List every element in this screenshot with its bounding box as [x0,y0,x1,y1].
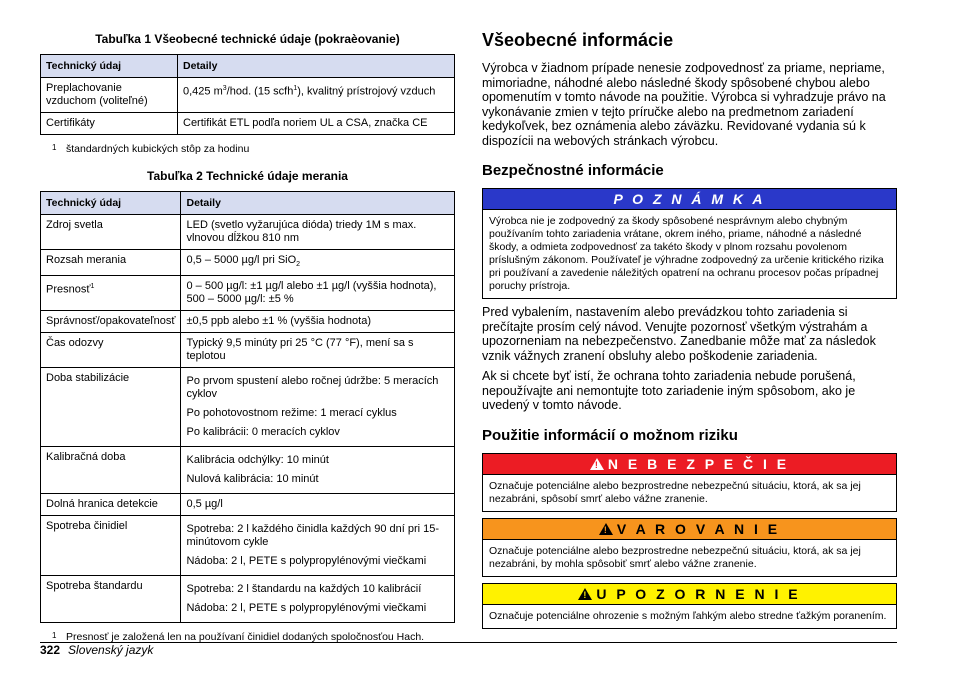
cell-label: Správnosť/opakovateľnosť [41,311,181,333]
cell-label: Spotreba činidiel [41,516,181,576]
table-row [41,311,455,333]
cell-label: Preplachovanie vzduchom (voliteľné) [41,78,178,113]
cell-label: Rozsah merania [41,250,181,276]
cell-detail: ±0,5 ppb alebo ±1 % (vyššia hodnota) [181,311,455,333]
cell-detail: Typický 9,5 minúty pri 25 °C (77 °F), mení sa s teplotou [181,333,455,368]
table1-caption: Tabuľka 1 Všeobecné technické údaje (pokraèovanie) [95,32,400,46]
danger-label: N E B E Z P E Č I E [607,455,790,472]
page-footer [40,643,153,657]
warning-box [482,518,897,577]
danger-box [482,453,897,512]
table-row [41,250,455,276]
safety-paragraph-2: Ak si chcete byť istí, že ochrana tohto zariadenia nebude porušená, nepoužívajte ani nemontujte toto zariadenie iným spôsobom, ako je uvedený v tomto návode. [482,369,856,412]
right-column [482,30,897,635]
warning-header [483,519,896,539]
warning-triangle-icon: ! [590,458,604,470]
table1-header-spec: Technický údaj [41,55,178,78]
hazard-info-title: Použitie informácií o možnom riziku [482,426,738,444]
warning-triangle-icon: ! [599,523,613,535]
table-row [41,78,455,113]
general-info-title: Všeobecné informácie [482,30,674,50]
cell-label: Doba stabilizácie [41,368,181,447]
cell-detail: 0,5 – 5000 µg/l pri SiO$_2$ [181,250,455,276]
warning-label: V A R O V A N I E [616,520,781,537]
footer-language: Slovenský jazyk [68,643,154,657]
cell-detail: Spotreba: 2 l štandardu na každých 10 kalibrácií Nádoba: 2 l, PETE s polypropylénovými viečkami [181,576,455,623]
danger-text: Označuje potenciálne alebo bezprostredne nebezpečnú situáciu, ktorá, ak sa jej nezabráni, spôsobí smrť alebo vážne zranenie. [483,474,896,511]
table-row [41,576,455,623]
cell-label: Certifikáty [41,113,178,135]
caution-label: U P O Z O R N E N I E [596,585,801,602]
cell-detail: 0 – 500 µg/l: ±1 µg/l alebo ±1 µg/l (vyššia hodnota), 500 – 5000 µg/l: ±5 % [181,276,455,311]
cell-detail: 0,425 $m^3$/hod. (15 scfh$^1$), kvalitný prístrojový vzduch [178,78,455,113]
table2-footnote: 1 Presnosť je založená len na používaní činidiel dodaných spoločnosťou Hach. [52,631,425,644]
table-row [41,368,455,447]
table-row [41,494,455,516]
cell-label: Presnosť$^1$ [41,276,181,311]
cell-detail: 0,5 µg/l [181,494,455,516]
cell-label: Spotreba štandardu [41,576,181,623]
cell-detail: LED (svetlo vyžarujúca dióda) triedy 1M s max. vlnovou dĺžkou 810 nm [181,215,455,250]
table-row [41,516,455,576]
safety-paragraph-1: Pred vybalením, nastavením alebo prevádzkou tohto zariadenia si prečítajte prosím celý návod. Venujte pozornosť všetkým výstrahám a upozorneniam na nebezpečenstvo. Zanedbanie môže mať za následok vznik vážnych zranení obsluhy alebo poškodenie zariadenia. [482,305,876,363]
warning-triangle-icon: ! [578,588,592,600]
cell-detail: Kalibrácia odchýlky: 10 minút Nulová kalibrácia: 10 minút [181,447,455,494]
warning-text: Označuje potenciálne alebo bezprostredne nebezpečnú situáciu, ktorá, ak sa jej nezabráni, by mohla spôsobiť smrť alebo vážne zranenie. [483,539,896,576]
table2-header-spec: Technický údaj [41,192,181,215]
table-row [41,276,455,311]
safety-info-title: Bezpečnostné informácie [482,162,664,179]
table-row [41,333,455,368]
table-row [41,215,455,250]
page-number: 322 [40,643,61,657]
cell-detail: Spotreba: 2 l každého činidla každých 90 dní pri 15-minútovom cykle Nádoba: 2 l, PETE s polypropylénovými viečkami [181,516,455,576]
cell-detail: Certifikát ETL podľa noriem UL a CSA, značka CE [178,113,455,135]
note-text: Výrobca nie je zodpovedný za škody spôsobené nesprávnym alebo chybným používaním tohto zariadenia vrátane, okrem iného, priame, náhodné a následné škody, a odmieta zodpovednosť za takéto škody v plnom rozsahu povolenom príslušným zákonom. Používateľ je výhradne zodpovedný za určenie kritického rizika pri používaní a zavedenie náležitých opatrení na ochranu procesov počas prípadnej poruchy prístroja. [483,209,896,298]
danger-header [483,454,896,474]
table-row [41,447,455,494]
note-box [482,188,897,299]
left-column [40,30,455,643]
table1-footnote: 1 štandardných kubických stôp za hodinu [52,143,250,155]
table2-caption: Tabuľka 2 Technické údaje merania [147,169,348,183]
table1-header-details: Detaily [178,55,455,78]
cell-label: Kalibračná doba [41,447,181,494]
table2-header-details: Detaily [181,192,455,215]
intro-paragraph: Výrobca v žiadnom prípade nenesie zodpovednosť za priame, nepriame, mimoriadne, náhodné alebo následné škody spôsobené chybou alebo opomenutím v tomto návode na použitie. Výrobca si vyhradzuje právo na vykonávanie zmien v tejto príručke alebo na predmetnom zariadení kedykoľvek, bez oznámenia alebo záväzku. Revidované vydania sú k dispozícii na webových stránkach výrobcu. [482,61,886,148]
caution-header [483,584,896,604]
note-label: P O Z N Á M K A [483,189,896,209]
table1 [40,54,455,135]
cell-detail: Po prvom spustení alebo ročnej údržbe: 5 meracích cyklov Po pohotovostnom režime: 1 merací cyklus Po kalibrácii: 0 meracích cyklov [181,368,455,447]
cell-label: Dolná hranica detekcie [41,494,181,516]
cell-label: Zdroj svetla [41,215,181,250]
cell-label: Čas odozvy [41,333,181,368]
caution-text: Označuje potenciálne ohrozenie s možným ľahkým alebo stredne ťažkým poranením. [483,604,896,628]
table2 [40,191,455,623]
caution-box [482,583,897,629]
table-row [41,113,455,135]
footer-divider [40,642,897,643]
